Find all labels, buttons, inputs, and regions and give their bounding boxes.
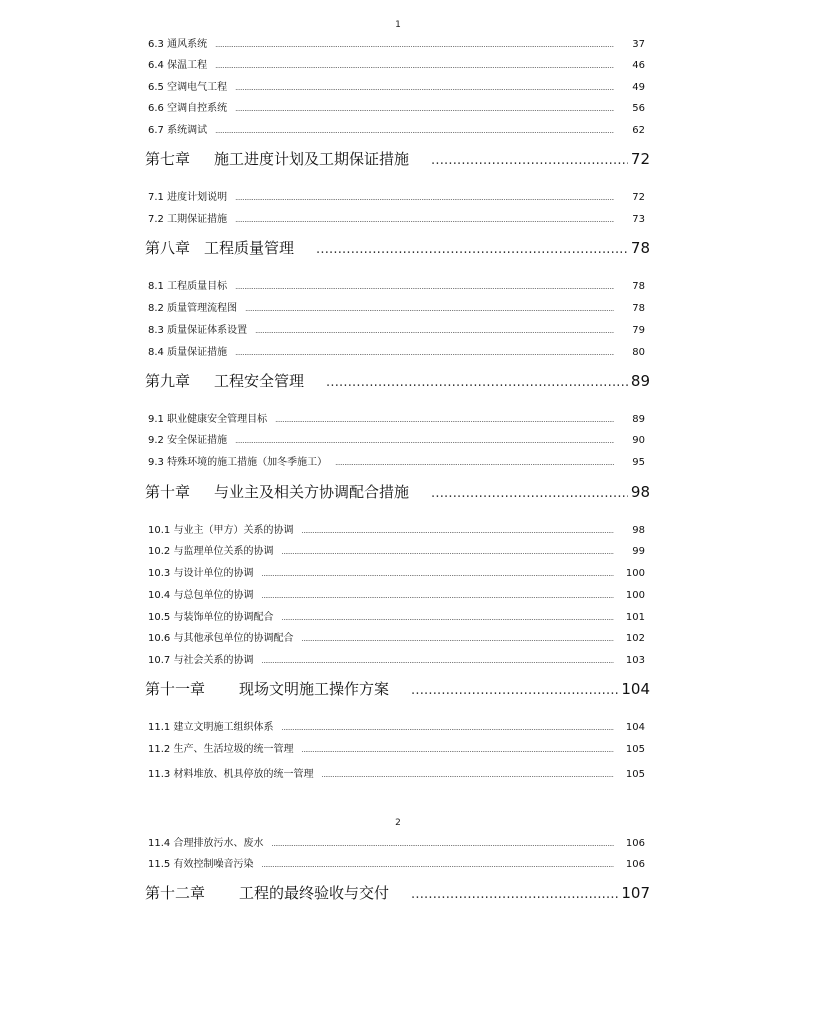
toc-entry-title: 10.5 与装饰单位的协调配合 (148, 612, 274, 623)
toc-entry-page: 72 (630, 150, 650, 168)
toc-entry-page: 49 (632, 82, 645, 93)
toc-entry-title: 8.2 质量管理流程图 (148, 303, 238, 314)
dot-leader (215, 41, 614, 49)
dot-leader (411, 683, 618, 698)
dot-leader (301, 746, 614, 754)
toc-entry-page: 78 (632, 281, 645, 292)
dot-leader (235, 349, 614, 357)
toc-entry-page: 104 (625, 722, 645, 733)
toc-entry-page: 79 (632, 325, 645, 336)
toc-entry-section[interactable] (148, 453, 645, 468)
toc-entry-section[interactable] (148, 277, 645, 292)
toc-entry-section[interactable] (148, 586, 645, 601)
toc-entry-page: 89 (630, 372, 650, 390)
dot-leader (411, 887, 618, 902)
toc-entry-page: 73 (632, 214, 645, 225)
dot-leader (235, 437, 614, 445)
page-number: 2 (395, 818, 401, 828)
chapter-title: 施工进度计划及工期保证措施 (214, 150, 410, 168)
dot-leader (275, 416, 614, 424)
chapter-number: 第八章 (145, 239, 191, 257)
toc-entry-page: 78 (632, 303, 645, 314)
toc-entry-page: 99 (632, 546, 645, 557)
toc-entry-title: 10.1 与业主（甲方）关系的协调 (148, 525, 294, 536)
toc-entry-section[interactable] (148, 608, 645, 623)
dot-leader (245, 305, 614, 313)
dot-leader (271, 840, 614, 848)
toc-entry-title (145, 678, 389, 699)
toc-entry-page: 78 (630, 239, 650, 257)
toc-entry-title (145, 882, 389, 903)
toc-entry-section[interactable] (148, 651, 645, 666)
toc-entry-page: 105 (625, 744, 645, 755)
toc-entry-title: 11.2 生产、生活垃圾的统一管理 (148, 744, 294, 755)
page-number: 1 (395, 20, 401, 30)
toc-entry-chapter[interactable] (145, 481, 650, 502)
toc-entry-title: 8.1 工程质量目标 (148, 281, 228, 292)
dot-leader (281, 724, 614, 732)
toc-entry-page: 98 (632, 525, 645, 536)
toc-entry-section[interactable] (148, 35, 645, 50)
toc-entry-title: 6.5 空调电气工程 (148, 82, 228, 93)
toc-entry-section[interactable] (148, 56, 645, 71)
toc-entry-chapter[interactable] (145, 148, 650, 169)
toc-entry-page: 72 (632, 192, 645, 203)
toc-entry-title: 11.5 有效控制噪音污染 (148, 859, 254, 870)
toc-entry-title: 10.3 与设计单位的协调 (148, 568, 254, 579)
toc-entry-title: 6.4 保温工程 (148, 60, 208, 71)
toc-entry-page: 37 (632, 39, 645, 50)
toc-entry-section[interactable] (148, 121, 645, 136)
toc-entry-section[interactable] (148, 343, 645, 358)
dot-leader (261, 592, 614, 600)
toc-entry-section[interactable] (148, 542, 645, 557)
toc-entry-section[interactable] (148, 740, 645, 755)
toc-entry-page: 106 (625, 859, 645, 870)
toc-entry-page: 102 (625, 633, 645, 644)
dot-leader (301, 635, 614, 643)
toc-entry-section[interactable] (148, 210, 645, 225)
dot-leader (431, 153, 628, 168)
dot-leader (235, 105, 614, 113)
toc-entry-title: 10.2 与监理单位关系的协调 (148, 546, 274, 557)
toc-entry-title: 11.3 材料堆放、机具停放的统一管理 (148, 769, 314, 780)
toc-entry-title (145, 148, 409, 169)
chapter-title: 工程安全管理 (214, 372, 305, 390)
toc-entry-title (145, 237, 294, 258)
toc-entry-page: 105 (625, 769, 645, 780)
toc-entry-title: 8.3 质量保证体系设置 (148, 325, 248, 336)
dot-leader (255, 327, 614, 335)
toc-entry-section[interactable] (148, 431, 645, 446)
toc-entry-page: 95 (632, 457, 645, 468)
toc-entry-section[interactable] (148, 629, 645, 644)
dot-leader (335, 459, 614, 467)
toc-entry-section[interactable] (148, 521, 645, 536)
dot-leader (301, 527, 614, 535)
dot-leader (281, 548, 614, 556)
toc-entry-page: 98 (630, 483, 650, 501)
toc-entry-page: 100 (625, 590, 645, 601)
toc-entry-title: 7.2 工期保证措施 (148, 214, 228, 225)
toc-entry-page: 56 (632, 103, 645, 114)
toc-entry-title: 8.4 质量保证措施 (148, 347, 228, 358)
toc-entry-section[interactable] (148, 78, 645, 93)
dot-leader (235, 283, 614, 291)
toc-entry-title (145, 481, 409, 502)
toc-entry-page: 107 (621, 884, 650, 902)
chapter-number: 第十章 (145, 483, 191, 501)
toc-entry-title: 6.3 通风系统 (148, 39, 208, 50)
chapter-title: 工程质量管理 (204, 239, 295, 257)
toc-entry-title (145, 370, 304, 391)
toc-entry-section[interactable] (148, 299, 645, 314)
toc-entry-title: 7.1 进度计划说明 (148, 192, 228, 203)
chapter-title: 现场文明施工操作方案 (239, 680, 390, 698)
dot-leader (281, 614, 614, 622)
toc-entry-title: 10.6 与其他承包单位的协调配合 (148, 633, 294, 644)
toc-entry-title: 9.2 安全保证措施 (148, 435, 228, 446)
toc-entry-page: 104 (621, 680, 650, 698)
toc-entry-section[interactable] (148, 188, 645, 203)
toc-entry-section[interactable] (148, 718, 645, 733)
toc-entry-title: 11.4 合理排放污水、废水 (148, 838, 264, 849)
toc-entry-section[interactable] (148, 321, 645, 336)
toc-entry-page: 101 (625, 612, 645, 623)
chapter-title: 与业主及相关方协调配合措施 (214, 483, 410, 501)
toc-entry-title: 10.7 与社会关系的协调 (148, 655, 254, 666)
dot-leader (321, 771, 614, 779)
toc-entry-page: 103 (625, 655, 645, 666)
toc-entry-chapter[interactable] (145, 370, 650, 391)
dot-leader (235, 216, 614, 224)
dot-leader (431, 486, 628, 501)
chapter-title: 工程的最终验收与交付 (239, 884, 390, 902)
dot-leader (261, 570, 614, 578)
toc-entry-title: 11.1 建立文明施工组织体系 (148, 722, 274, 733)
toc-entry-section[interactable] (148, 564, 645, 579)
toc-entry-chapter[interactable] (145, 882, 650, 903)
toc-entry-section[interactable] (148, 765, 645, 780)
dot-leader (326, 375, 628, 390)
toc-entry-chapter[interactable] (145, 237, 650, 258)
toc-entry-title: 6.6 空调自控系统 (148, 103, 228, 114)
toc-entry-page: 46 (632, 60, 645, 71)
toc-entry-section[interactable] (148, 410, 645, 425)
toc-entry-title: 10.4 与总包单位的协调 (148, 590, 254, 601)
toc-entry-title: 9.3 特殊环境的施工措施（加冬季施工） (148, 457, 328, 468)
dot-leader (261, 657, 614, 665)
dot-leader (235, 84, 614, 92)
dot-leader (215, 62, 614, 70)
toc-entry-section[interactable] (148, 99, 645, 114)
toc-entry-section[interactable] (148, 855, 645, 870)
dot-leader (261, 861, 614, 869)
toc-entry-page: 62 (632, 125, 645, 136)
dot-leader (235, 194, 614, 202)
dot-leader (215, 127, 614, 135)
chapter-number: 第七章 (145, 150, 191, 168)
chapter-number: 第十一章 (145, 680, 206, 698)
toc-entry-page: 106 (625, 838, 645, 849)
toc-entry-page: 100 (625, 568, 645, 579)
dot-leader (316, 242, 628, 257)
chapter-number: 第九章 (145, 372, 191, 390)
toc-entry-chapter[interactable] (145, 678, 650, 699)
toc-entry-page: 90 (632, 435, 645, 446)
toc-entry-page: 80 (632, 347, 645, 358)
chapter-number: 第十二章 (145, 884, 206, 902)
toc-entry-page: 89 (632, 414, 645, 425)
toc-entry-title: 9.1 职业健康安全管理目标 (148, 414, 268, 425)
toc-entry-title: 6.7 系统调试 (148, 125, 208, 136)
toc-entry-section[interactable] (148, 834, 645, 849)
